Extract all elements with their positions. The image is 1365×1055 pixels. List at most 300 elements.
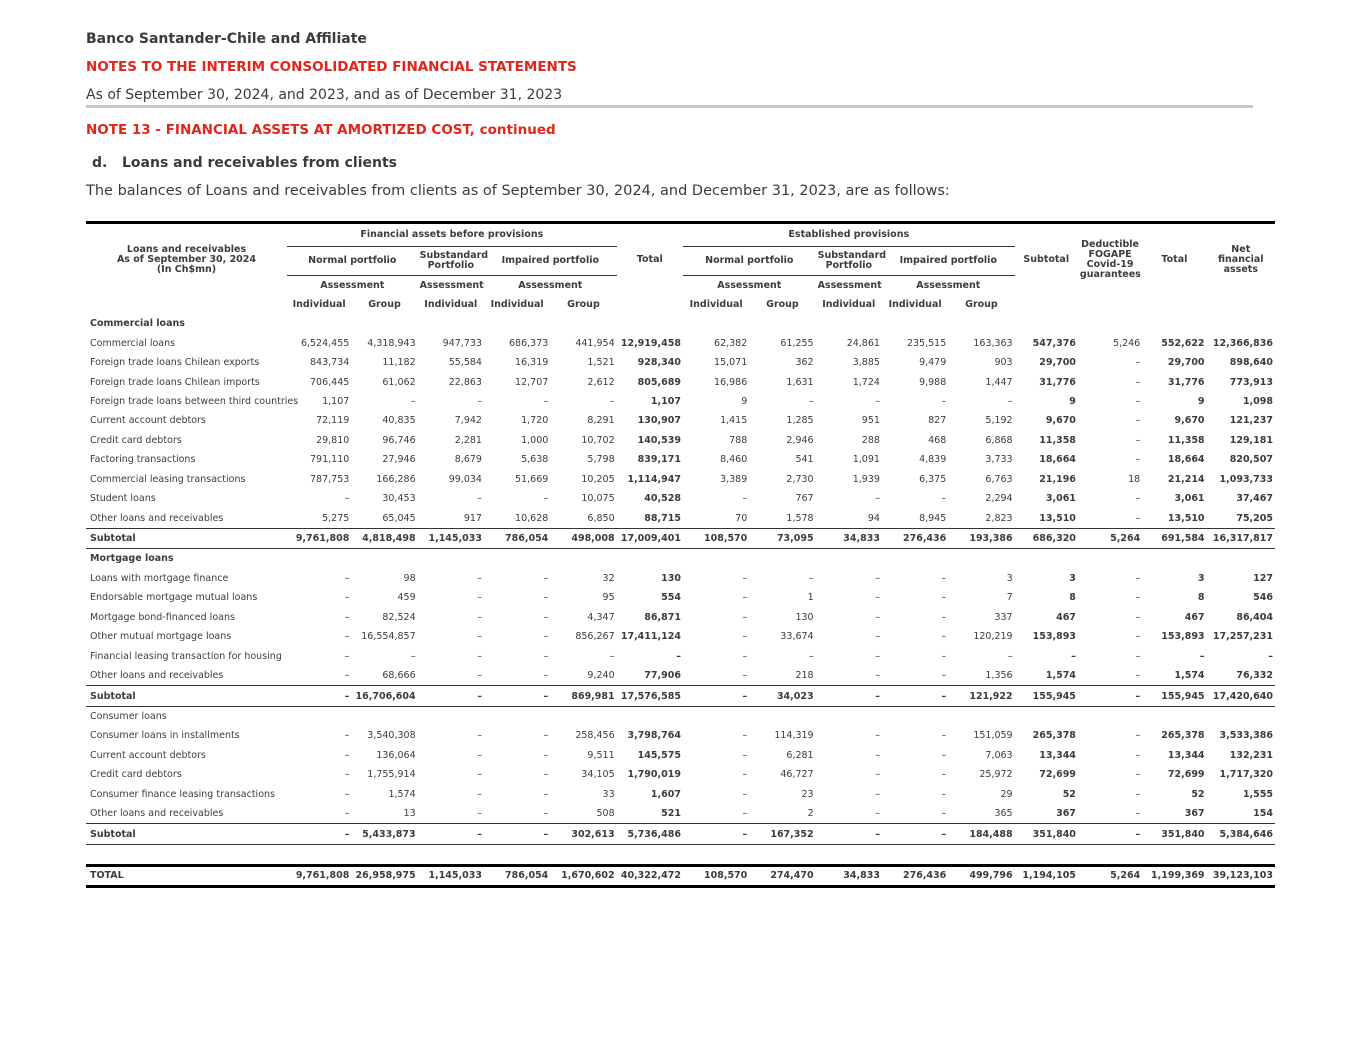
- table-cell: –: [344, 730, 350, 742]
- table-cell: 276,436: [882, 528, 948, 548]
- table-cell: 29,810: [316, 434, 350, 446]
- table-cell: 554: [661, 592, 681, 604]
- table-cell: –: [875, 749, 880, 761]
- table-cell: 129,181: [1229, 434, 1273, 446]
- table-row: [86, 726, 1275, 745]
- table-cell: 1,098: [1242, 395, 1273, 407]
- table-cell: 9: [741, 395, 748, 407]
- table-cell: 5,736,486: [617, 824, 683, 844]
- table-cell: 16,706,604: [351, 686, 417, 706]
- table-cell: –: [1135, 808, 1141, 820]
- table-cell: 55,584: [448, 357, 482, 369]
- table-cell: 1,145,033: [418, 865, 484, 886]
- table-cell: 132,231: [1229, 749, 1273, 761]
- table-cell: –: [543, 749, 549, 761]
- table-cell: –: [941, 670, 947, 682]
- table-cell: 773,913: [1229, 376, 1273, 388]
- table-cell: 130: [795, 611, 814, 623]
- table-cell: 1,724: [852, 376, 880, 388]
- table-cell: 552,622: [1161, 337, 1205, 349]
- table-cell: –: [941, 611, 947, 623]
- table-cell: 6,375: [919, 473, 947, 485]
- table-cell: 1,578: [786, 512, 814, 524]
- table-cell: 839,171: [637, 454, 681, 466]
- table-cell: 12,919,458: [620, 337, 681, 349]
- table-cell: –: [875, 769, 880, 781]
- table-cell: 1,199,369: [1142, 865, 1206, 886]
- table-cell: 6,868: [985, 434, 1013, 446]
- table-cell: 2,730: [786, 473, 814, 485]
- table-cell: 51,669: [515, 473, 549, 485]
- table-cell: 9: [1197, 395, 1205, 407]
- table-cell: 75,205: [1236, 512, 1273, 524]
- assessment-header: Assessment: [717, 279, 782, 291]
- table-cell: –: [418, 824, 484, 844]
- table-cell: 130,907: [637, 415, 681, 427]
- table-cell: 9,670: [1045, 415, 1076, 427]
- table-cell: 121,922: [948, 686, 1014, 706]
- row-label: Mortgage bond-financed loans: [90, 611, 235, 623]
- table-cell: –: [543, 493, 549, 505]
- table-row: [86, 627, 1275, 646]
- table-cell: 15,071: [714, 357, 748, 369]
- row-label: Credit card debtors: [90, 769, 182, 781]
- table-cell: 6,850: [587, 512, 615, 524]
- table-cell: 10,205: [581, 473, 615, 485]
- normal-portfolio-header: Normal portfolio: [683, 247, 816, 276]
- table-cell: –: [875, 395, 880, 407]
- table-body: [86, 314, 1275, 886]
- table-cell: 786,054: [484, 865, 550, 886]
- spacer-row: [86, 844, 1275, 865]
- table-cell: –: [875, 650, 880, 662]
- table-cell: 1,000: [521, 434, 549, 446]
- table-cell: –: [808, 395, 814, 407]
- individual-header: Individual: [424, 298, 478, 310]
- table-cell: 17,576,585: [617, 686, 683, 706]
- table-cell: –: [609, 395, 615, 407]
- table-cell: 8: [1069, 592, 1076, 604]
- report-period: As of September 30, 2024, and 2023, and as of December 31, 2023: [86, 87, 563, 103]
- table-cell: –: [875, 730, 880, 742]
- table-cell: 26,958,975: [351, 865, 417, 886]
- row-label: Commercial leasing transactions: [90, 473, 246, 485]
- table-cell: 258,456: [575, 730, 615, 742]
- table-cell: 5,384,646: [1207, 824, 1275, 844]
- table-row: [86, 431, 1275, 450]
- table-cell: 3,389: [720, 473, 748, 485]
- table-cell: –: [484, 824, 550, 844]
- table-cell: 18: [1128, 473, 1141, 485]
- table-cell: 265,378: [1161, 730, 1205, 742]
- table-cell: –: [477, 808, 482, 820]
- table-cell: –: [1135, 357, 1141, 369]
- subtotal-row: [86, 686, 1275, 706]
- table-cell: 34,833: [816, 528, 882, 548]
- table-cell: 903: [994, 357, 1013, 369]
- row-label: Loans with mortgage finance: [90, 572, 229, 584]
- table-cell: –: [344, 493, 350, 505]
- table-cell: –: [543, 631, 549, 643]
- group-header: Group: [368, 298, 401, 310]
- table-cell: 82,524: [382, 611, 416, 623]
- table-cell: 145,575: [637, 749, 681, 761]
- table-cell: –: [543, 808, 549, 820]
- individual-header: Individual: [490, 298, 544, 310]
- table-cell: 9,511: [587, 749, 615, 761]
- table-cell: 1,939: [852, 473, 880, 485]
- table-cell: –: [477, 769, 482, 781]
- table-cell: 767: [795, 493, 814, 505]
- table-cell: 805,689: [637, 376, 681, 388]
- table-cell: 8: [1197, 592, 1205, 604]
- table-cell: –: [344, 650, 350, 662]
- table-cell: –: [543, 611, 549, 623]
- row-label: Foreign trade loans between third countries: [90, 395, 299, 407]
- table-cell: –: [543, 730, 549, 742]
- table-cell: 276,436: [882, 865, 948, 886]
- table-cell: 153,893: [1032, 631, 1076, 643]
- table-cell: –: [477, 493, 482, 505]
- table-cell: 30,453: [382, 493, 416, 505]
- assessment-header: Assessment: [518, 279, 583, 291]
- table-cell: –: [941, 395, 947, 407]
- table-cell: –: [1135, 592, 1141, 604]
- table-cell: 951: [861, 415, 880, 427]
- table-cell: 8,945: [919, 512, 947, 524]
- table-row: [86, 608, 1275, 627]
- table-cell: 23: [801, 788, 814, 800]
- total-header: Total: [617, 223, 683, 296]
- table-cell: 7: [1006, 592, 1013, 604]
- table-cell: –: [1135, 395, 1141, 407]
- table-cell: 70: [735, 512, 748, 524]
- table-row: [86, 353, 1275, 372]
- row-label: Other loans and receivables: [90, 512, 224, 524]
- section-letter: d.: [92, 155, 108, 171]
- table-cell: 86,404: [1236, 611, 1273, 623]
- table-cell: –: [1135, 415, 1141, 427]
- table-cell: –: [477, 670, 482, 682]
- table-cell: 9,761,808: [287, 865, 351, 886]
- table-cell: 34,023: [749, 686, 815, 706]
- table-cell: 787,753: [310, 473, 350, 485]
- table-cell: 1,574: [1174, 670, 1205, 682]
- table-row: [86, 333, 1275, 352]
- table-cell: 96,746: [382, 434, 416, 446]
- individual-header: Individual: [822, 298, 876, 310]
- table-cell: –: [1135, 454, 1141, 466]
- table-cell: 10,075: [581, 493, 615, 505]
- table-cell: –: [477, 395, 482, 407]
- assessment-header: Assessment: [419, 279, 484, 291]
- table-cell: 13,344: [1167, 749, 1205, 761]
- row-label: Other mutual mortgage loans: [90, 631, 232, 643]
- table-cell: –: [875, 611, 880, 623]
- table-cell: –: [941, 730, 947, 742]
- section-heading: [92, 155, 397, 171]
- row-label: Consumer loans in installments: [90, 730, 240, 742]
- table-cell: –: [477, 631, 482, 643]
- table-cell: –: [410, 650, 416, 662]
- table-cell: –: [1135, 788, 1141, 800]
- table-cell: 2,281: [454, 434, 482, 446]
- table-cell: 24,861: [846, 337, 880, 349]
- table-cell: –: [742, 749, 748, 761]
- table-row: [86, 785, 1275, 804]
- table-cell: –: [484, 686, 550, 706]
- row-label: Subtotal: [86, 686, 287, 706]
- table-cell: –: [1007, 395, 1013, 407]
- section-row: [86, 549, 1275, 569]
- table-cell: 166,286: [376, 473, 416, 485]
- table-row: [86, 646, 1275, 665]
- table-cell: 7,942: [454, 415, 482, 427]
- table-cell: 8,291: [587, 415, 615, 427]
- table-cell: –: [1071, 650, 1076, 662]
- table-cell: 441,954: [575, 337, 615, 349]
- table-cell: 265,378: [1032, 730, 1076, 742]
- table-cell: –: [477, 788, 482, 800]
- table-cell: –: [808, 650, 814, 662]
- total-row: [86, 865, 1275, 886]
- table-cell: 76,332: [1236, 670, 1273, 682]
- table-cell: 127: [1253, 572, 1273, 584]
- table-cell: 16,319: [515, 357, 549, 369]
- row-label-header: Loans and receivables As of September 30, 2024 (In Ch$mn): [86, 223, 287, 296]
- table-cell: 843,734: [310, 357, 350, 369]
- table-cell: –: [941, 493, 947, 505]
- table-cell: 5,433,873: [351, 824, 417, 844]
- table-cell: 22,863: [448, 376, 482, 388]
- table-cell: 1,091: [852, 454, 880, 466]
- section-title: Consumer loans: [90, 710, 167, 722]
- table-cell: –: [1135, 650, 1141, 662]
- table-cell: –: [742, 730, 748, 742]
- table-cell: –: [742, 631, 748, 643]
- table-cell: 546: [1253, 592, 1273, 604]
- table-cell: 193,386: [948, 528, 1014, 548]
- table-cell: –: [683, 824, 749, 844]
- table-cell: 274,470: [749, 865, 815, 886]
- table-cell: 3,061: [1174, 493, 1205, 505]
- table-cell: –: [808, 572, 814, 584]
- substandard-portfolio-header: Substandard Portfolio: [418, 247, 484, 276]
- table-cell: 917: [463, 512, 482, 524]
- table-cell: 547,376: [1032, 337, 1076, 349]
- table-cell: 5,275: [322, 512, 350, 524]
- table-row: [86, 508, 1275, 528]
- table-cell: 869,981: [550, 686, 616, 706]
- table-cell: –: [875, 788, 880, 800]
- table-cell: 9: [1069, 395, 1076, 407]
- table-cell: –: [477, 730, 482, 742]
- table-cell: 791,110: [310, 454, 350, 466]
- table-cell: 9,240: [587, 670, 615, 682]
- table-cell: 686,320: [1015, 528, 1078, 548]
- table-cell: 11,182: [382, 357, 416, 369]
- table-cell: 1: [807, 592, 814, 604]
- table-cell: 467: [1184, 611, 1205, 623]
- table-cell: 1,107: [322, 395, 350, 407]
- table-cell: 40,528: [644, 493, 681, 505]
- row-label: Subtotal: [86, 824, 287, 844]
- table-cell: –: [742, 650, 748, 662]
- table-cell: 5,264: [1078, 528, 1142, 548]
- table-cell: 27,946: [382, 454, 416, 466]
- table-cell: 351,840: [1015, 824, 1078, 844]
- table-cell: 9,988: [919, 376, 947, 388]
- table-cell: 686,373: [509, 337, 549, 349]
- table-cell: 121,237: [1229, 415, 1273, 427]
- table-cell: –: [344, 611, 350, 623]
- table-cell: 9,670: [1174, 415, 1205, 427]
- table-cell: 6,281: [786, 749, 814, 761]
- table-cell: –: [1135, 572, 1141, 584]
- table-cell: 13,344: [1039, 749, 1076, 761]
- table-cell: –: [344, 631, 350, 643]
- deductible-header: Deductible FOGAPE Covid-19 guarantees: [1078, 223, 1142, 296]
- table-cell: 1,717,320: [1219, 769, 1273, 781]
- table-cell: 1,574: [1045, 670, 1076, 682]
- table-cell: 2,946: [786, 434, 814, 446]
- row-label: Financial leasing transaction for housing: [90, 650, 282, 662]
- provisions-total-header: Total: [1142, 223, 1206, 296]
- table-cell: –: [287, 686, 351, 706]
- table-cell: –: [344, 592, 350, 604]
- table-cell: 40,322,472: [617, 865, 683, 886]
- notes-title: NOTES TO THE INTERIM CONSOLIDATED FINANCIAL STATEMENTS: [86, 59, 577, 75]
- table-cell: –: [344, 572, 350, 584]
- header-divider: [86, 105, 1253, 108]
- table-cell: 151,059: [973, 730, 1013, 742]
- table-cell: 72,699: [1039, 769, 1076, 781]
- table-cell: –: [477, 749, 482, 761]
- table-cell: 362: [795, 357, 814, 369]
- table-cell: 21,196: [1039, 473, 1076, 485]
- table-cell: –: [941, 592, 947, 604]
- row-label: TOTAL: [86, 865, 287, 886]
- table-cell: 13: [403, 808, 416, 820]
- table-cell: –: [1135, 631, 1141, 643]
- table-cell: –: [1135, 376, 1141, 388]
- table-cell: 2,823: [985, 512, 1013, 524]
- table-cell: 8,460: [720, 454, 748, 466]
- table-cell: 140,539: [637, 434, 681, 446]
- impaired-portfolio-header: Impaired portfolio: [484, 247, 617, 276]
- table-row: [86, 392, 1275, 411]
- table-cell: 827: [928, 415, 947, 427]
- assessment-header: Assessment: [817, 279, 882, 291]
- table-cell: –: [543, 650, 549, 662]
- table-cell: 3,733: [985, 454, 1013, 466]
- table-cell: 2: [807, 808, 814, 820]
- table-cell: 3,061: [1045, 493, 1076, 505]
- table-cell: 947,733: [442, 337, 482, 349]
- row-label: Current account debtors: [90, 415, 206, 427]
- table-cell: 12,366,836: [1212, 337, 1273, 349]
- before-provisions-header: Financial assets before provisions: [287, 223, 617, 247]
- table-cell: –: [543, 592, 549, 604]
- table-cell: –: [875, 631, 880, 643]
- table-cell: 155,945: [1015, 686, 1078, 706]
- table-cell: 468: [928, 434, 947, 446]
- table-cell: –: [676, 650, 681, 662]
- table-cell: –: [1135, 769, 1141, 781]
- table-cell: 72,119: [316, 415, 350, 427]
- table-cell: –: [875, 493, 880, 505]
- table-cell: 786,054: [484, 528, 550, 548]
- table-cell: 1,790,019: [627, 769, 681, 781]
- table-cell: 73,095: [749, 528, 815, 548]
- table-cell: 235,515: [906, 337, 947, 349]
- table-cell: 94: [867, 512, 880, 524]
- table-cell: 88,715: [644, 512, 681, 524]
- table-cell: 7,063: [985, 749, 1013, 761]
- table-cell: 218: [795, 670, 814, 682]
- table-cell: –: [543, 395, 549, 407]
- table-cell: –: [1135, 670, 1141, 682]
- table-cell: 2,612: [587, 376, 615, 388]
- table-cell: –: [875, 670, 880, 682]
- table-row: [86, 666, 1275, 686]
- row-label: Consumer finance leasing transactions: [90, 788, 275, 800]
- table-cell: 1,755,914: [367, 769, 416, 781]
- table-cell: 5,638: [521, 454, 549, 466]
- individual-header: Individual: [888, 298, 942, 310]
- table-cell: –: [609, 650, 615, 662]
- table-cell: 4,818,498: [351, 528, 417, 548]
- table-cell: 29,700: [1167, 357, 1205, 369]
- table-cell: 154: [1253, 808, 1273, 820]
- table-cell: –: [742, 788, 748, 800]
- loans-table: [86, 221, 1275, 888]
- table-cell: –: [941, 769, 947, 781]
- table-cell: 136,064: [376, 749, 416, 761]
- table-cell: 521: [661, 808, 681, 820]
- table-cell: 16,986: [714, 376, 748, 388]
- table-cell: –: [816, 824, 882, 844]
- established-provisions-header: Established provisions: [683, 223, 1015, 247]
- table-cell: –: [882, 824, 948, 844]
- table-cell: 1,107: [650, 395, 681, 407]
- table-cell: 108,570: [683, 865, 749, 886]
- table-cell: 1,194,105: [1015, 865, 1078, 886]
- table-cell: 61,062: [382, 376, 416, 388]
- table-cell: 46,727: [780, 769, 814, 781]
- table-cell: 1,447: [985, 376, 1013, 388]
- table-cell: 6,524,455: [300, 337, 350, 349]
- table-cell: –: [1135, 434, 1141, 446]
- table-cell: 5,192: [985, 415, 1013, 427]
- table-cell: –: [816, 686, 882, 706]
- table-cell: 1,670,602: [550, 865, 616, 886]
- table-cell: 691,584: [1142, 528, 1206, 548]
- table-cell: –: [344, 749, 350, 761]
- table-cell: 184,488: [948, 824, 1014, 844]
- table-cell: 2,294: [985, 493, 1013, 505]
- table-cell: 4,318,943: [367, 337, 416, 349]
- table-cell: 95: [602, 592, 615, 604]
- table-cell: 108,570: [683, 528, 749, 548]
- table-cell: 13,510: [1167, 512, 1205, 524]
- table-row: [86, 746, 1275, 765]
- table-cell: –: [287, 824, 351, 844]
- table-cell: –: [1135, 730, 1141, 742]
- row-label: Foreign trade loans Chilean imports: [90, 376, 260, 388]
- table-cell: 499,796: [948, 865, 1014, 886]
- table-cell: 33: [602, 788, 615, 800]
